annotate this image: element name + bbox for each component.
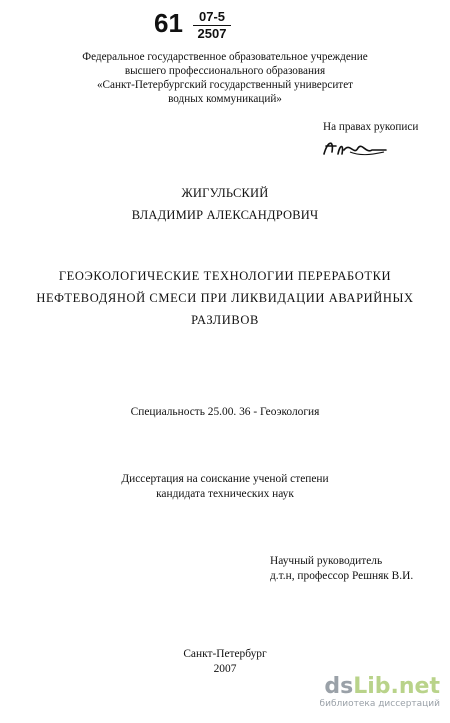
institution-line-4: водных коммуникаций»: [168, 93, 282, 105]
classification-number: 61: [154, 8, 183, 38]
author-surname: ЖИГУЛЬСКИЙ: [181, 186, 269, 200]
watermark-logo-part-2: Lib.net: [353, 674, 440, 699]
thesis-title-line-3: РАЗЛИВОВ: [191, 313, 259, 327]
specialty: Специальность 25.00. 36 - Геоэкология: [130, 406, 320, 418]
supervisor-label: Научный руководитель: [270, 555, 383, 567]
degree-line-1: Диссертация на соискание ученой степени: [121, 473, 329, 485]
watermark-subtitle: библиотека диссертаций: [319, 699, 440, 709]
author-signature: [320, 136, 390, 162]
year: 2007: [213, 663, 237, 675]
classification-bottom: 2507: [197, 26, 227, 41]
degree-line-2: кандидата технических наук: [156, 488, 294, 500]
watermark-logo: [324, 675, 440, 699]
classification-top: 07-5: [198, 9, 226, 24]
manuscript-rights-note: На правах рукописи: [323, 121, 419, 133]
author-given-names: ВЛАДИМИР АЛЕКСАНДРОВИЧ: [131, 208, 319, 222]
city: Санкт-Петербург: [183, 648, 267, 660]
classification-fraction: [193, 10, 231, 41]
institution-line-3: «Санкт-Петербургский государственный университет: [96, 79, 354, 91]
watermark-logo-part-1: ds: [324, 674, 354, 699]
supervisor-name: д.т.н, профессор Решняк В.И.: [270, 570, 414, 582]
watermark: [320, 675, 440, 715]
institution-line-2: высшего профессионального образования: [124, 65, 326, 77]
thesis-title-line-1: ГЕОЭКОЛОГИЧЕСКИЕ ТЕХНОЛОГИИ ПЕРЕРАБОТКИ: [58, 269, 392, 283]
thesis-title-line-2: НЕФТЕВОДЯНОЙ СМЕСИ ПРИ ЛИКВИДАЦИИ АВАРИЙНЫХ: [36, 291, 414, 305]
institution-line-1: Федеральное государственное образовательное учреждение: [82, 51, 368, 63]
